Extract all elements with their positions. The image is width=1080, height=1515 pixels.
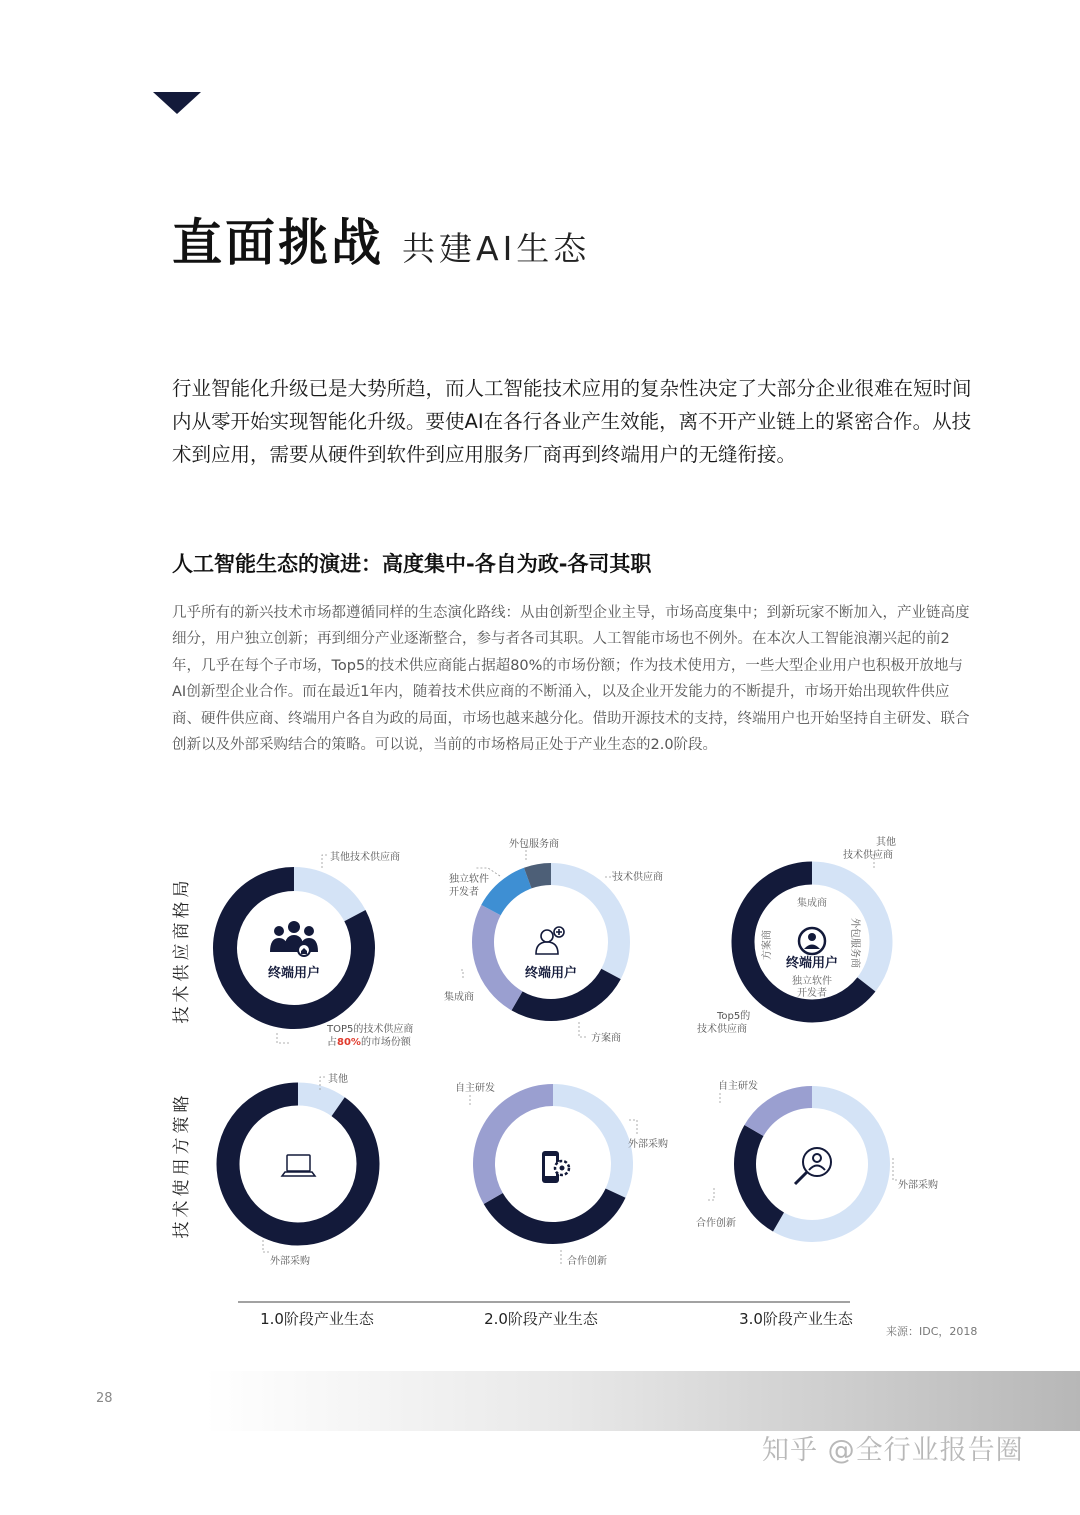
stage-label-2: 2.0阶段产业生态	[484, 1310, 598, 1328]
label-d2-solution: 方案商	[591, 1033, 621, 1044]
stage-label-1: 1.0阶段产业生态	[260, 1310, 374, 1328]
donut-stage1-user	[228, 1094, 368, 1234]
label-d2-isv-a: 独立软件	[449, 874, 489, 885]
label-d3-top5-b: 技术供应商	[697, 1024, 747, 1035]
label-d2-isv-b: 开发者	[449, 887, 479, 898]
intro-paragraph: 行业智能化升级已是大势所趋，而人工智能技术应用的复杂性决定了大部分企业很难在短时间内从零开始实现智能化升级。要使AI在各行各业产生效能，离不开产业链上的紧密合作。从技术到应用，需要从硬件到软件到应用服务厂商再到终端用户的无缝衔接。	[172, 377, 972, 466]
donut-stage2-supplier-segment-4	[528, 874, 551, 878]
donut-stage3-user-segment-2	[754, 1097, 812, 1131]
row-label-suppliers: 技术供应商格局	[172, 876, 192, 1024]
label-d4-other: 其他	[328, 1074, 348, 1085]
label-d3-other-a: 其他	[876, 837, 896, 848]
donut-stage1-supplier-segment-0	[294, 879, 355, 916]
label-d1-top5-a: TOP5的技术供应商	[327, 1024, 414, 1035]
label-d4-purchase: 外部采购	[270, 1256, 310, 1267]
label-d3-in-isv-b: 开发者	[797, 988, 827, 999]
label-d3-other-b: 技术供应商	[843, 850, 893, 861]
page-number: 28	[96, 1391, 113, 1406]
label-d2-integrator: 集成商	[444, 992, 474, 1003]
label-d1-top5-b: 占80%的市场份额	[327, 1037, 411, 1048]
center-label-stage1: 终端用户	[267, 966, 321, 981]
label-d2-outsource: 外包服务商	[509, 839, 559, 850]
footer-gradient-bar	[205, 1371, 1080, 1431]
page-title-main: 直面挑战	[172, 214, 384, 272]
search-user-icon	[795, 1148, 831, 1184]
donut-stage3-user-segment-0	[779, 1097, 880, 1231]
label-d6-self: 自主研发	[718, 1081, 758, 1092]
donut-stage2-user-segment-2	[484, 1095, 553, 1199]
donut-stage1-user-segment-1	[228, 1094, 368, 1234]
label-d5-joint: 合作创新	[567, 1256, 607, 1267]
label-d1-top5-pct: 80%	[337, 1037, 361, 1048]
phone-gear-icon	[542, 1151, 569, 1183]
donut-stage2-user-segment-1	[493, 1193, 615, 1233]
stage-label-3: 3.0阶段产业生态	[739, 1310, 853, 1328]
users-icon	[270, 921, 318, 956]
label-d5-purchase: 外部采购	[628, 1139, 668, 1150]
section-body: 几乎所有的新兴技术市场都遵循同样的生态演化路线：从由创新型企业主导，市场高度集中；到新玩家不断加入，产业链高度细分，用户独立创新；再到细分产业逐渐整合，参与者各司其职。人工智能市场也不例外。在本次人工智能浪潮兴起的前2年，几乎在每个子市场，Top5的技术供应商能占据超80%的市场份额；作为技术使用方，一些大型企业用户也积极开放地与AI创新型企业合作。而在最近1年内，随着技术供应商的不断涌入，以及企业开发能力的不断提升，市场开始出现软件供应商、硬件供应商、终端用户各自为政的局面，市场也越来越分化。借助开源技术的支持，终端用户也开始坚持自主研发、联合创新以及外部采购结合的策略。可以说，当前的市场格局正处于产业生态的2.0阶段。	[172, 605, 970, 754]
donut-stage2-user-segment-0	[553, 1095, 622, 1193]
row-label-users: 技术使用方策略	[172, 1091, 192, 1239]
label-d5-self: 自主研发	[455, 1083, 495, 1094]
label-d3-in-outsource: 外包服务商	[849, 918, 860, 968]
label-d3-in-integrator: 集成商	[797, 898, 827, 909]
user-add-icon	[536, 927, 564, 954]
donut-stage3-user	[745, 1097, 879, 1231]
donut-stage2-supplier-segment-0	[551, 874, 619, 974]
label-d2-tech: 技术供应商	[613, 872, 663, 883]
donut-stage2-supplier-segment-2	[483, 910, 517, 1001]
watermark: 知乎 @全行业报告圈	[762, 1435, 1024, 1466]
label-d1-other: 其他技术供应商	[330, 852, 400, 863]
donut-stage3-user-segment-1	[745, 1131, 778, 1223]
source-note: 来源：IDC，2018	[886, 1325, 978, 1338]
section-heading: 人工智能生态的演进：高度集中-各自为政-各司其职	[172, 552, 652, 576]
donut-stage1-user-segment-0	[298, 1094, 338, 1107]
laptop-icon	[282, 1155, 315, 1176]
label-d3-top5-a: Top5的	[717, 1011, 751, 1022]
label-d6-purchase: 外部采购	[898, 1180, 938, 1191]
label-d3-in-isv-a: 独立软件	[792, 976, 832, 987]
label-d3-in-solution: 方案商	[762, 930, 773, 960]
center-label-stage3: 终端用户	[785, 956, 839, 971]
user-circle-icon	[799, 928, 825, 954]
center-label-stage2: 终端用户	[524, 966, 578, 981]
donut-stage2-supplier-segment-3	[491, 878, 528, 910]
page-title-sub: 共建AI生态	[402, 229, 591, 268]
label-d6-joint: 合作创新	[696, 1218, 736, 1229]
